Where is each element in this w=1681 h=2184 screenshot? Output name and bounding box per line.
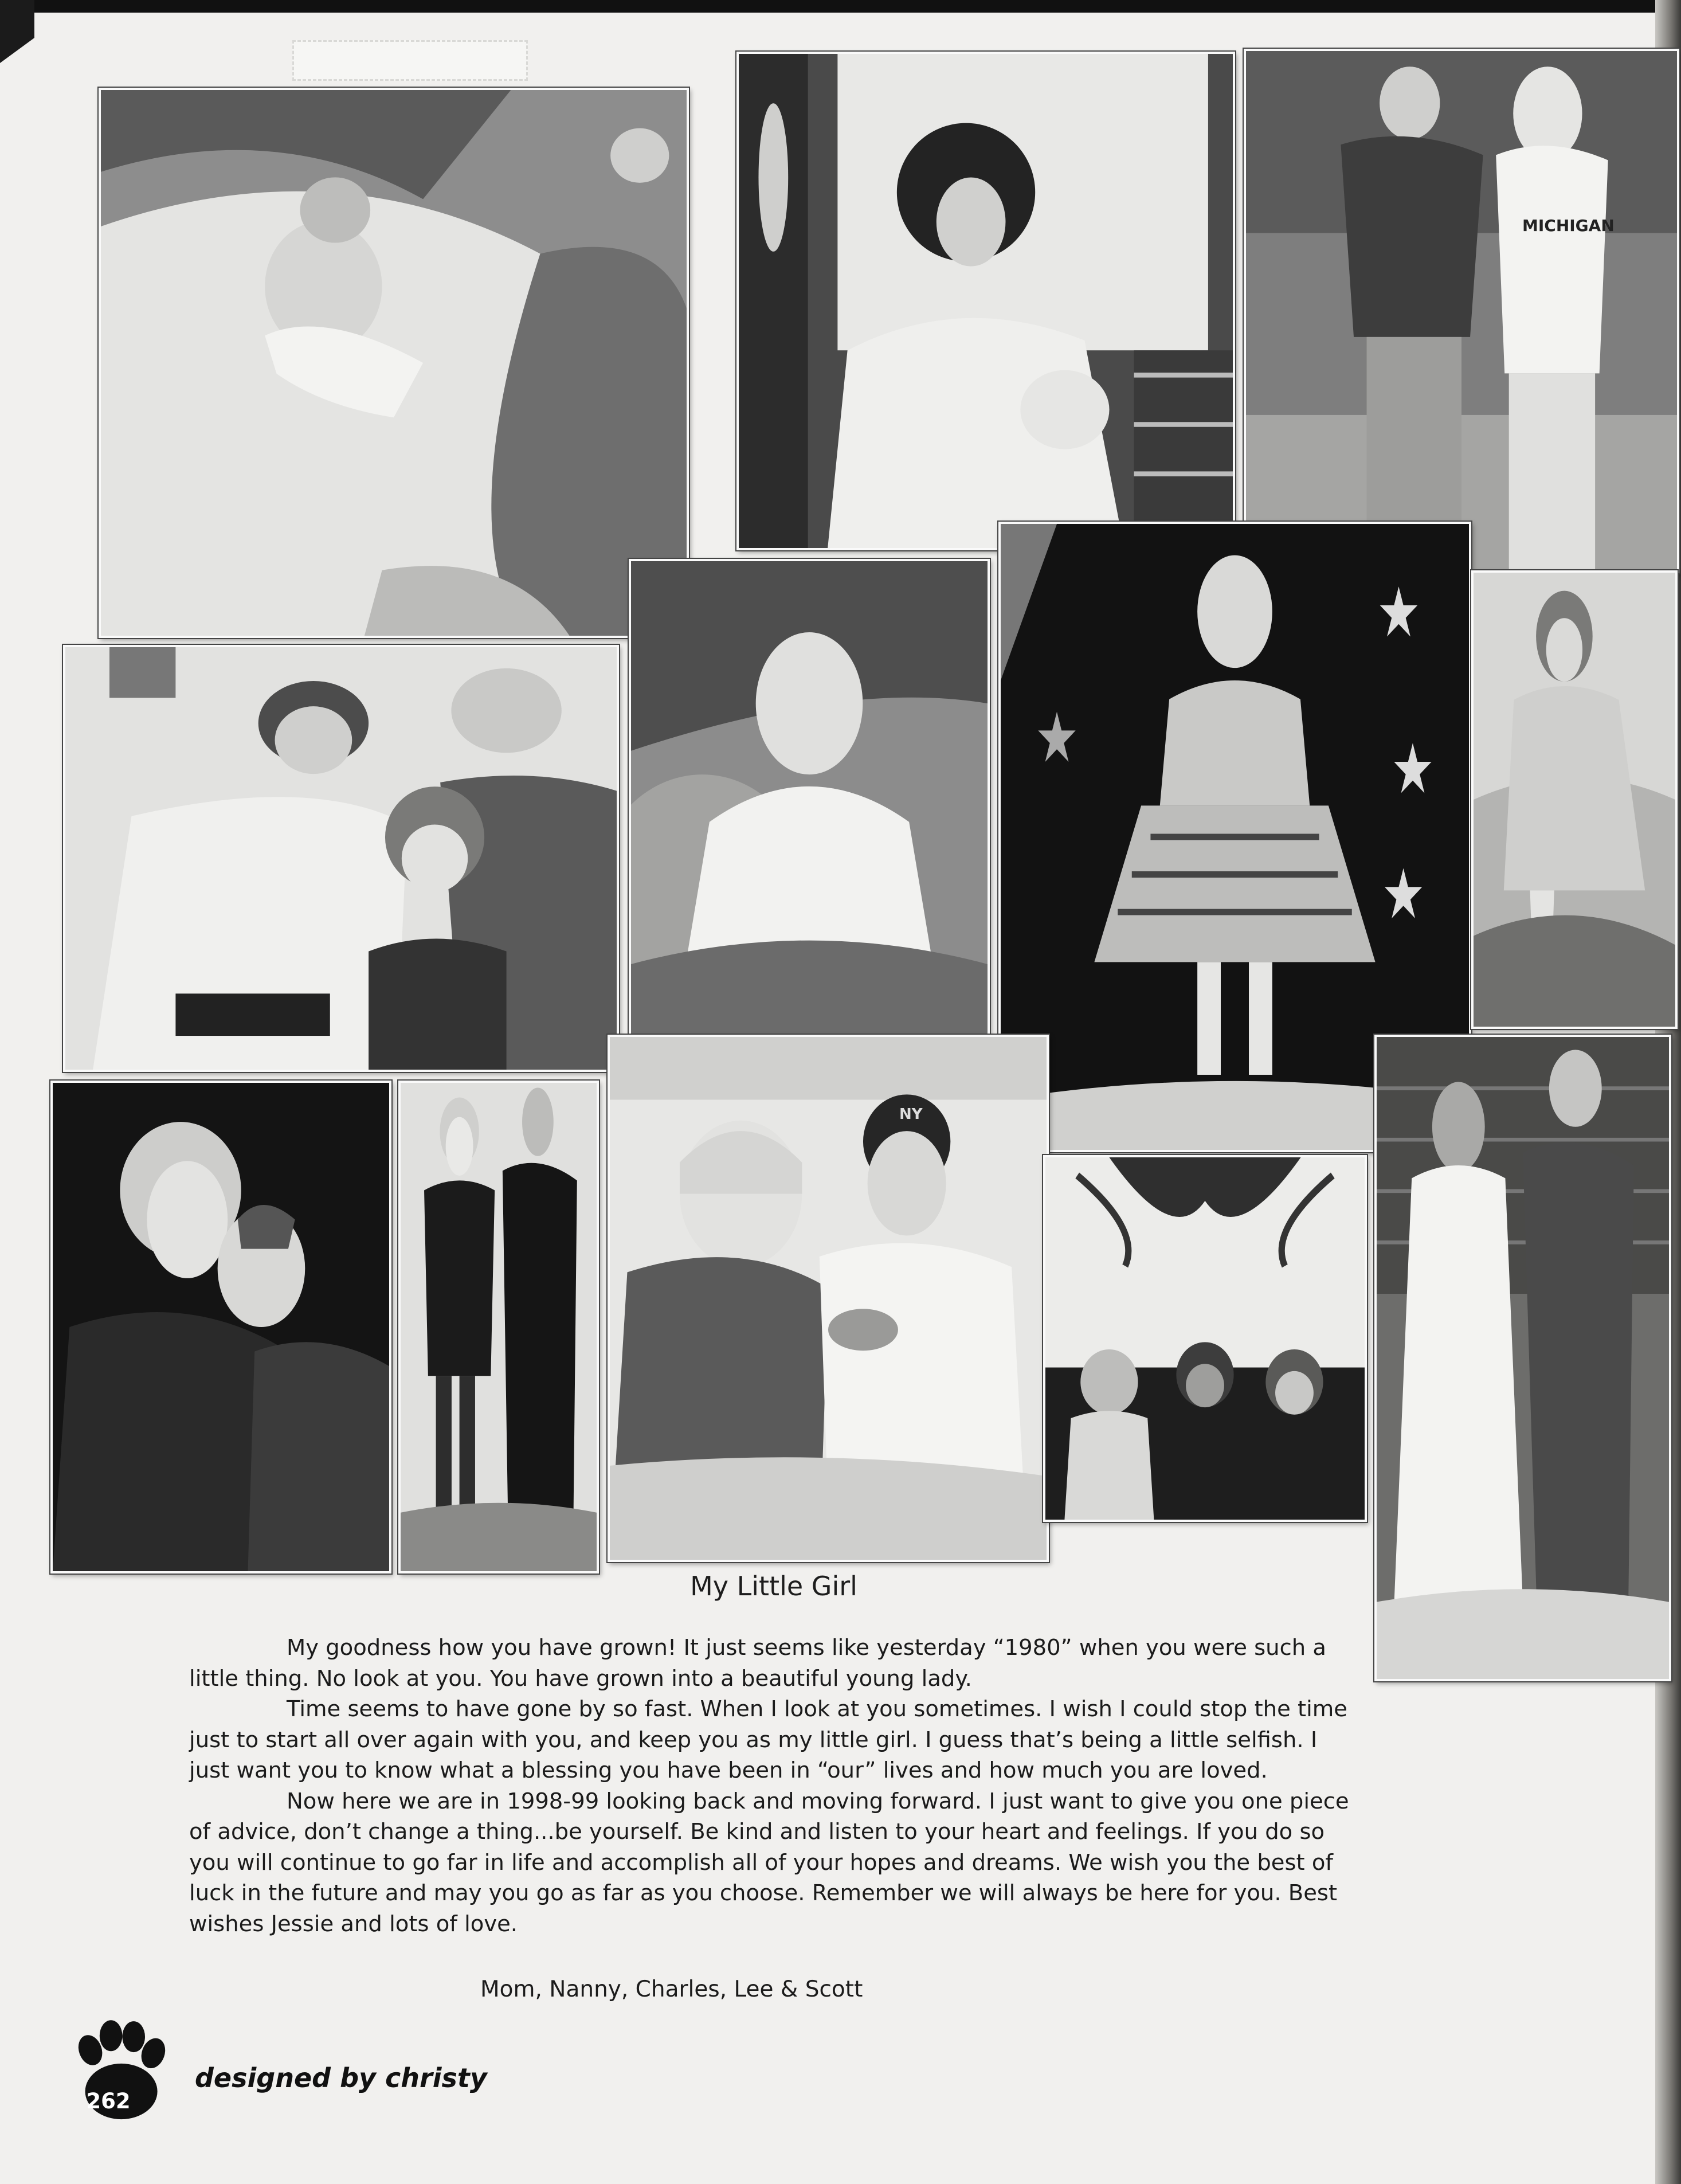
letter-paragraph: Time seems to have gone by so fast. When I look at you sometimes. I wish I could stop the time just to start all over again with you, and keep you as my little girl. I guess that’s being a little selfish. I just want you to know what a blessing you have been in “our” lives and how much you are loved. [189,1696,1347,1783]
photo-grandmothers-and-girl [63,645,619,1072]
letter-paragraph: My goodness how you have grown! It just seems like yesterday “1980” when you were such a little thing. No look at you. You have grown into a beautiful young lady. [189,1635,1326,1692]
photo-girl-gown-and-man-suit [1374,1035,1671,1681]
photo-three-on-couch [1043,1155,1367,1522]
cap-text: NY [899,1106,923,1123]
page-caption: My Little Girl [690,1571,857,1602]
scan-corner-shadow [0,0,34,63]
letter-body [189,1633,1364,1939]
photo-baby-on-blanket [99,88,689,638]
photo-baby-portrait [629,559,990,1038]
photo-woman-holding-baby [736,52,1235,550]
designer-credit: designed by christy [195,2062,487,2093]
scan-top-edge [0,0,1681,13]
shirt-text: MICHIGAN [1522,216,1615,235]
page-number: 262 [86,2089,131,2113]
photo-couple-hugging [50,1081,391,1574]
photo-man-and-girl-michigan [1244,49,1679,573]
letter-paragraph: Now here we are in 1998-99 looking back and moving forward. I just want to give you one piece of advice, don’t change a thing...be yourself. Be kind and listen to your heart and feelings. If you do so you will continue to go far in life and accomplish all of your hopes and dreams. We wish you the best of luck in the future and may you go as far as you choose. Remember we will always be here for you. Best wishes Jessie and lots of love. [189,1788,1349,1937]
tape-mark [292,40,528,81]
photo-couple-standing-formal [398,1081,599,1574]
photo-girl-and-boy-cap [608,1035,1049,1562]
photo-girl-seated-dress [1471,570,1678,1029]
letter-signature: Mom, Nanny, Charles, Lee & Scott [480,1976,863,2002]
